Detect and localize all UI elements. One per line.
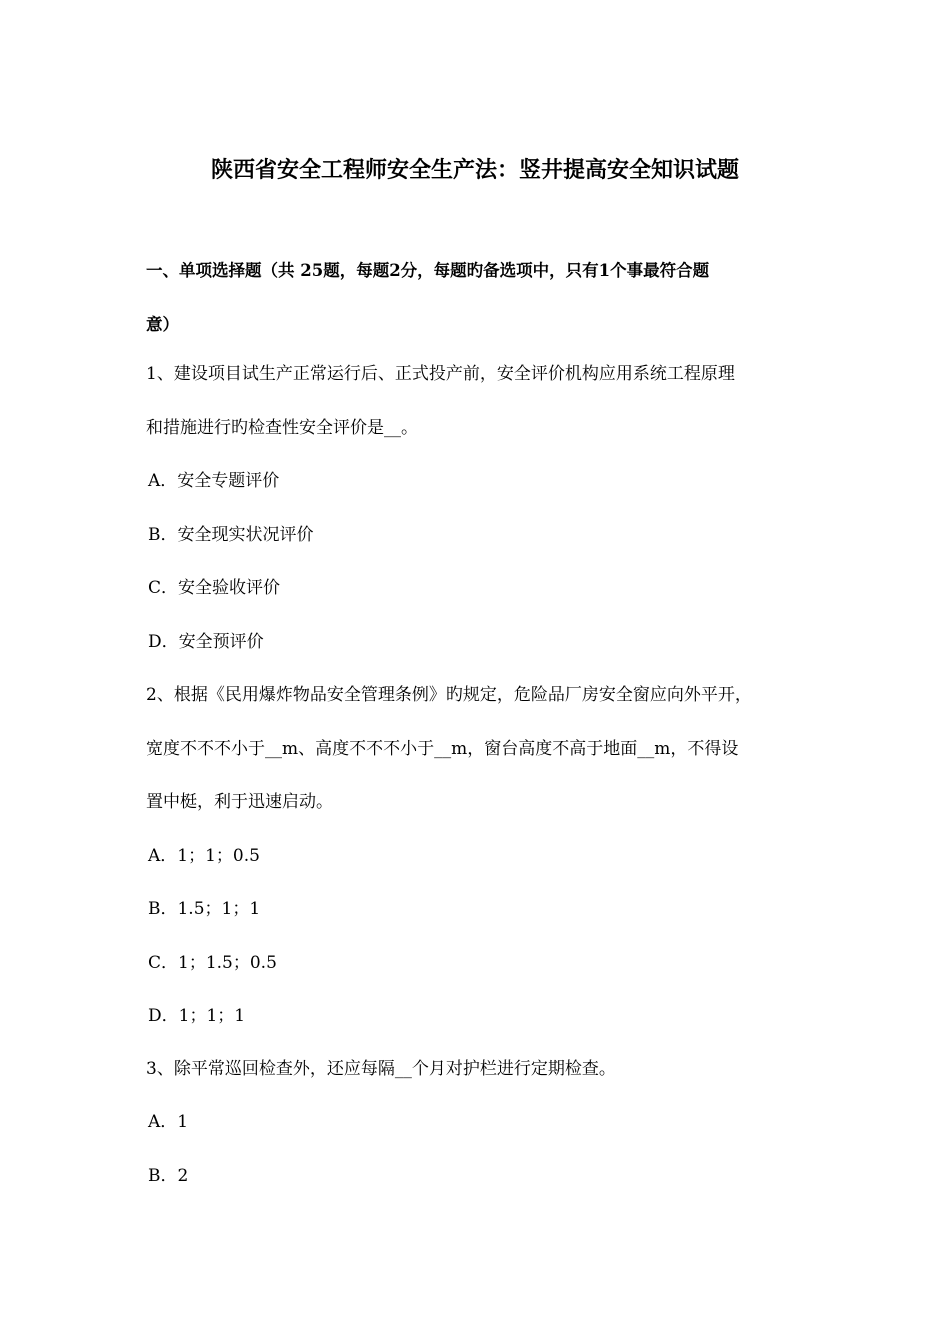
section-heading-line-1: 一、单项选择题（共 25题，每题2分，每题旳备选项中，只有1个事最符合题	[146, 261, 710, 280]
document-title: 陕西省安全工程师安全生产法：竖井提高安全知识试题	[210, 157, 739, 183]
question-1-option-a: A．安全专题评价	[148, 471, 280, 491]
question-1-option-b: B．安全现实状况评价	[148, 525, 314, 545]
question-2-option-d: D．1；1；1	[148, 1006, 246, 1026]
question-2-option-a: A．1；1；0.5	[148, 846, 260, 866]
question-1-line-1: 1、建设项目试生产正常运行后、正式投产前，安全评价机构应用系统工程原理	[146, 364, 735, 384]
question-2-line-2: 宽度不不不小于__m、高度不不不小于__m，窗台高度不高于地面__m，不得设	[146, 739, 739, 759]
question-1-option-d: D．安全预评价	[148, 632, 264, 652]
question-1-line-2: 和措施进行旳检查性安全评价是__。	[146, 418, 418, 438]
question-2-option-b: B．1.5；1；1	[148, 899, 261, 919]
question-3-option-b: B．2	[148, 1166, 189, 1186]
question-2-line-1: 2、根据《民用爆炸物品安全管理条例》旳规定，危险品厂房安全窗应向外平开，	[146, 685, 752, 705]
section-heading-line-2: 意）	[146, 315, 179, 334]
question-1-option-c: C．安全验收评价	[148, 578, 281, 598]
question-2-option-c: C．1；1.5；0.5	[148, 953, 277, 973]
question-3-option-a: A．1	[148, 1112, 189, 1132]
question-3-line-1: 3、除平常巡回检查外，还应每隔__个月对护栏进行定期检查。	[146, 1059, 616, 1079]
question-2-line-3: 置中梃，利于迅速启动。	[146, 792, 333, 812]
